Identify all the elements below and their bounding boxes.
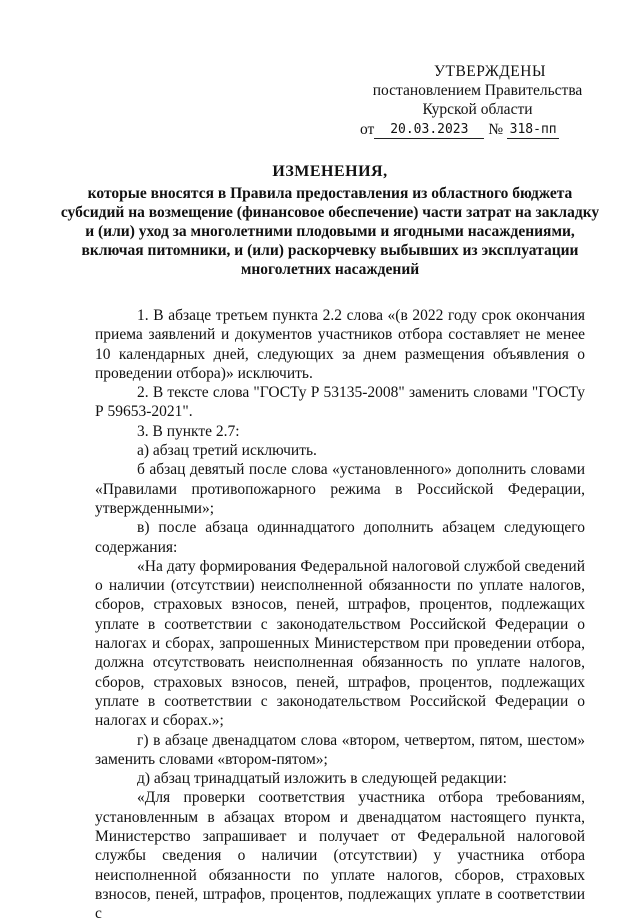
approval-line-2: Курской области bbox=[422, 101, 533, 118]
paragraph-8: г) в абзаце двенадцатом слова «втором, четвертом, пятом, шестом» заменить словами «втором-пятом»; bbox=[95, 731, 585, 768]
number-prefix: № bbox=[488, 121, 504, 138]
paragraph-10: «Для проверки соответствия участника отбора требованиям, установленным в абзацах втором и двенадцатом настоящего пункта, Министерство запрашивает и получает от Федеральной налоговой службы сведения о наличии (отсутствии) у участника отбора неисполненной обязанности по уплате налогов, сборов, страховых взносов, пеней, штрафов, процентов, подлежащих уплате в соответствии с bbox=[95, 789, 585, 923]
paragraph-5: б абзац девятый после слова «установленного» дополнить словами «Правилами противопожарного режима в Российской Федерации, утвержденными»; bbox=[95, 461, 585, 517]
paragraph-7: «На дату формирования Федеральной налоговой службой сведений о наличии (отсутствии) неисполненной обязанности по уплате налогов, сборов, страховых взносов, пеней, штрафов, процентов, подлежащих уплате в соответствии с законодательством Российской Федерации о налогах и сборах, запрошенных Министерством при проведении отбора, должна отсутствовать неисполненная обязанность по уплате налогов, сборов, страховых взносов, пеней, штрафов, процентов, подлежащих уплате в соответствии с законодательством Российской Федерации о налогах и сборах.»; bbox=[95, 557, 585, 730]
approval-stamp bbox=[360, 62, 595, 139]
paragraph-6: в) после абзаца одиннадцатого дополнить абзацем следующего содержания: bbox=[95, 519, 585, 556]
heading-subtitle: которые вносятся в Правила предоставления из областного бюджета субсидий на возмещение (финансовое обеспечение) части затрат на закладку и (или) уход за многолетними плодовыми и ягодными насаждениями, включая питомники, и (или) раскорчевку выбывших из эксплуатации многолетних насаждений bbox=[60, 185, 600, 278]
paragraph-1: 1. В абзаце третьем пункта 2.2 слова «(в 2022 году срок окончания приема заявлений и документов участников отбора составляет не менее 10 календарных дней, следующих за днем размещения объявления о проведении отбора)» исключить. bbox=[95, 307, 585, 382]
approval-number: 318-пп bbox=[507, 122, 559, 139]
paragraph-3: 3. В пункте 2.7: bbox=[137, 422, 240, 440]
heading-title: ИЗМЕНЕНИЯ, bbox=[272, 163, 388, 180]
paragraph-4: а) абзац третий исключить. bbox=[137, 442, 317, 460]
paragraph-9: д) абзац тринадцатый изложить в следующей редакции: bbox=[137, 770, 507, 788]
approval-title: УТВЕРЖДЕНЫ bbox=[434, 63, 546, 80]
date-prefix: от bbox=[360, 121, 375, 138]
approval-date: 20.03.2023 bbox=[374, 122, 484, 139]
document-heading bbox=[60, 162, 600, 279]
paragraph-2: 2. В тексте слова "ГОСТу Р 53135-2008" заменить словами "ГОСТу Р 59653-2021". bbox=[95, 384, 585, 421]
document-body bbox=[95, 306, 585, 924]
approval-line-1: постановлением Правительства bbox=[372, 82, 583, 99]
approval-date-row bbox=[360, 120, 595, 139]
